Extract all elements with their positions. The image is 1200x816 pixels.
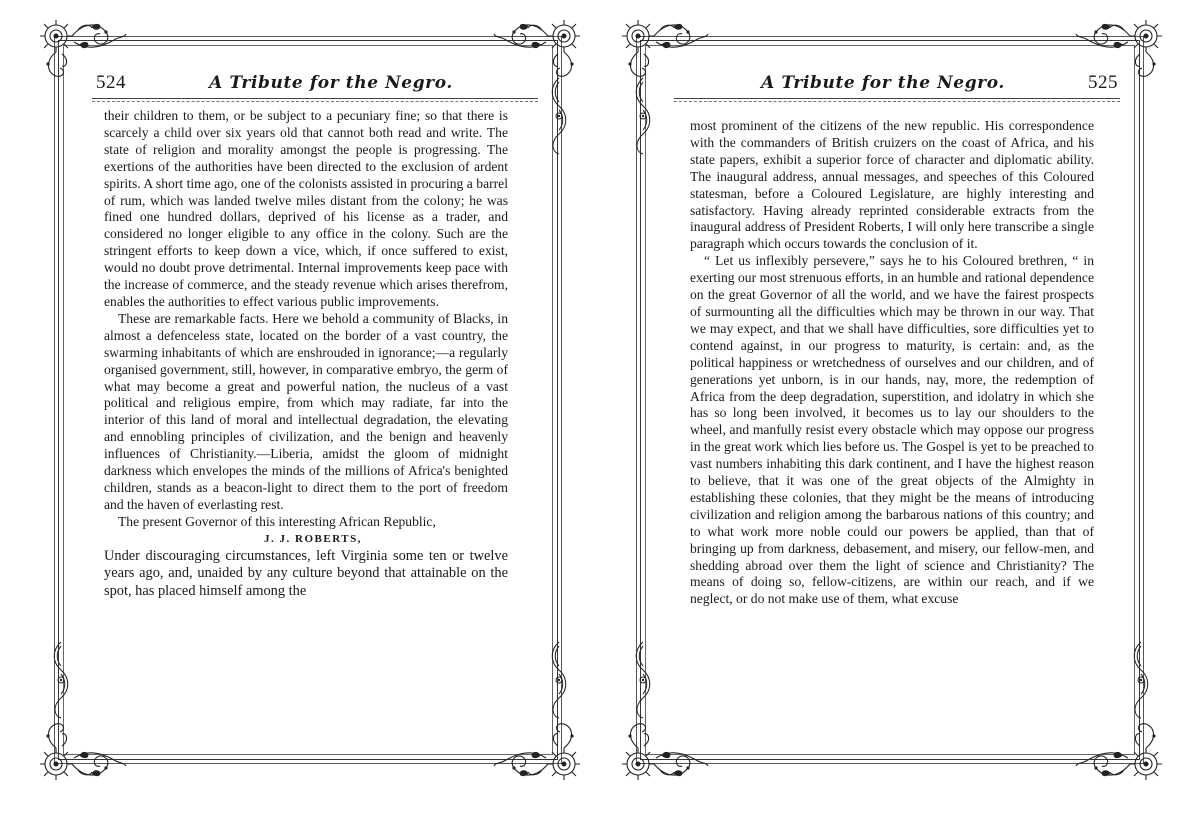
ornamental-scroll-icon	[1074, 716, 1166, 786]
paragraph: most prominent of the citizens of the new republic. His correspondence with the commanders of British cruizers on the coast of Africa, and his state papers, exhibit a superior force of character and diplomatic ability. The inaugural address, annual messages, and speeches of this Coloured statesman, before a Coloured Legislature, are highly interesting and satisfactory. Having already reprinted considerable extracts from the inaugural address of President Roberts, I will only here transcribe a single paragraph which occurs towards the conclusion of it.	[690, 118, 1094, 252]
section-heading: J. J. ROBERTS,	[264, 532, 362, 545]
header-rule	[92, 98, 538, 99]
paragraph: The present Governor of this interesting African Republic,	[118, 513, 436, 529]
header-rule	[674, 98, 1120, 99]
running-head	[96, 66, 536, 100]
left-page	[30, 0, 590, 816]
paragraph: “ Let us inflexibly persevere,” says he to his Coloured brethren, “ in exerting our most strenuous efforts, in an humble and rational dependence on the great Governor of all the world, and we have the fairest prospects of surmounting all the difficulties which may be thrown in our way. That we may expect, and that we shall have difficulties, sore difficulties yet to contend against, in our progress to maturity, is certain: and, as the political happiness or wretchedness of ourselves and our children, and of generations yet unborn, is in our hands, nay, more, the redemption of Africa from the deep degradation, superstition, and idolatry in which she has so long been involved, it becomes us to lay our shoulders to the wheel, and manfully resist every obstacle which may oppose our progress in the great work which lies before us. The Gospel is yet to be preached to vast numbers inhabiting this dark continent, and I have the highest reason to believe, that it was one of the great objects of the Almighty in establishing these colonies, that they might be the means of introducing civilization and religion among the barbarous nations of this country; and to what work more noble could our powers be applied, than that of bringing up from darkness, debasement, and misery, our fellow-men, and shedding abroad over them the light of science and Christianity? The means of doing so, fellow-citizens, are within our reach, and if we neglect, or do not make use of them, what excuse	[690, 253, 1094, 607]
ornamental-side-scroll-icon	[1130, 640, 1152, 720]
running-title: A Tribute for the Negro.	[761, 73, 1005, 93]
body-text	[690, 118, 1094, 608]
ornamental-side-scroll-icon	[50, 640, 72, 720]
ornamental-side-scroll-icon	[632, 640, 654, 720]
ornamental-side-scroll-icon	[548, 76, 570, 156]
ornamental-side-scroll-icon	[548, 640, 570, 720]
ornamental-scroll-icon	[492, 716, 584, 786]
right-page	[612, 0, 1172, 816]
page-number: 525	[1088, 72, 1118, 93]
header-rule	[92, 101, 538, 102]
ornamental-scroll-icon	[618, 716, 710, 786]
running-title: A Tribute for the Negro.	[209, 73, 453, 93]
paragraph: Under discouraging circumstances, left Virginia some ten or twelve years ago, and, unaided by any culture beyond that attainable on the spot, has placed himself among the	[104, 547, 508, 599]
running-head	[678, 66, 1118, 100]
header-rule	[674, 101, 1120, 102]
paragraph: These are remarkable facts. Here we behold a community of Blacks, in almost a defenceless state, located on the border of a vast country, the swarming inhabitants of which are enshrouded in ignorance;—a regularly organised government, still, however, in comparative embryo, the germ of what may become a great and powerful nation, the nucleus of a vast political and religious empire, from which may radiate, far into the interior of this land of moral and intellectual degradation, the elevating and ennobling principles of civilization, and the benign and heavenly influences of Christianity.—Liberia, amidst the gloom of midnight darkness which envelopes the minds of the millions of Africa's benighted children, stands as a beacon-light to direct them to the port of freedom and the haven of everlasting rest.	[104, 310, 508, 512]
ornamental-side-scroll-icon	[632, 76, 654, 156]
ornamental-scroll-icon	[36, 716, 128, 786]
paragraph: their children to them, or be subject to a pecuniary fine; so that there is scarcely a child over six years old that cannot both read and write. The state of religion and morality amongst the people is progressing. The exertions of the authorities have been directed to the exclusion of ardent spirits. A short time ago, one of the colonists assisted in procuring a barrel of rum, which was landed twelve miles distant from the colony; he was fined one hundred dollars, deprived of his license as a trader, and considered no longer eligible to any office in the colony. Such are the stringent efforts to keep down a vice, which, if once suffered to exist, would no doubt prove detrimental. Internal improvements keep pace with the increase of commerce, and the steady revenue which arises therefrom, enables the authorities to effect various public improvements.	[104, 108, 508, 309]
page-number: 524	[96, 72, 126, 93]
body-text	[104, 108, 508, 600]
